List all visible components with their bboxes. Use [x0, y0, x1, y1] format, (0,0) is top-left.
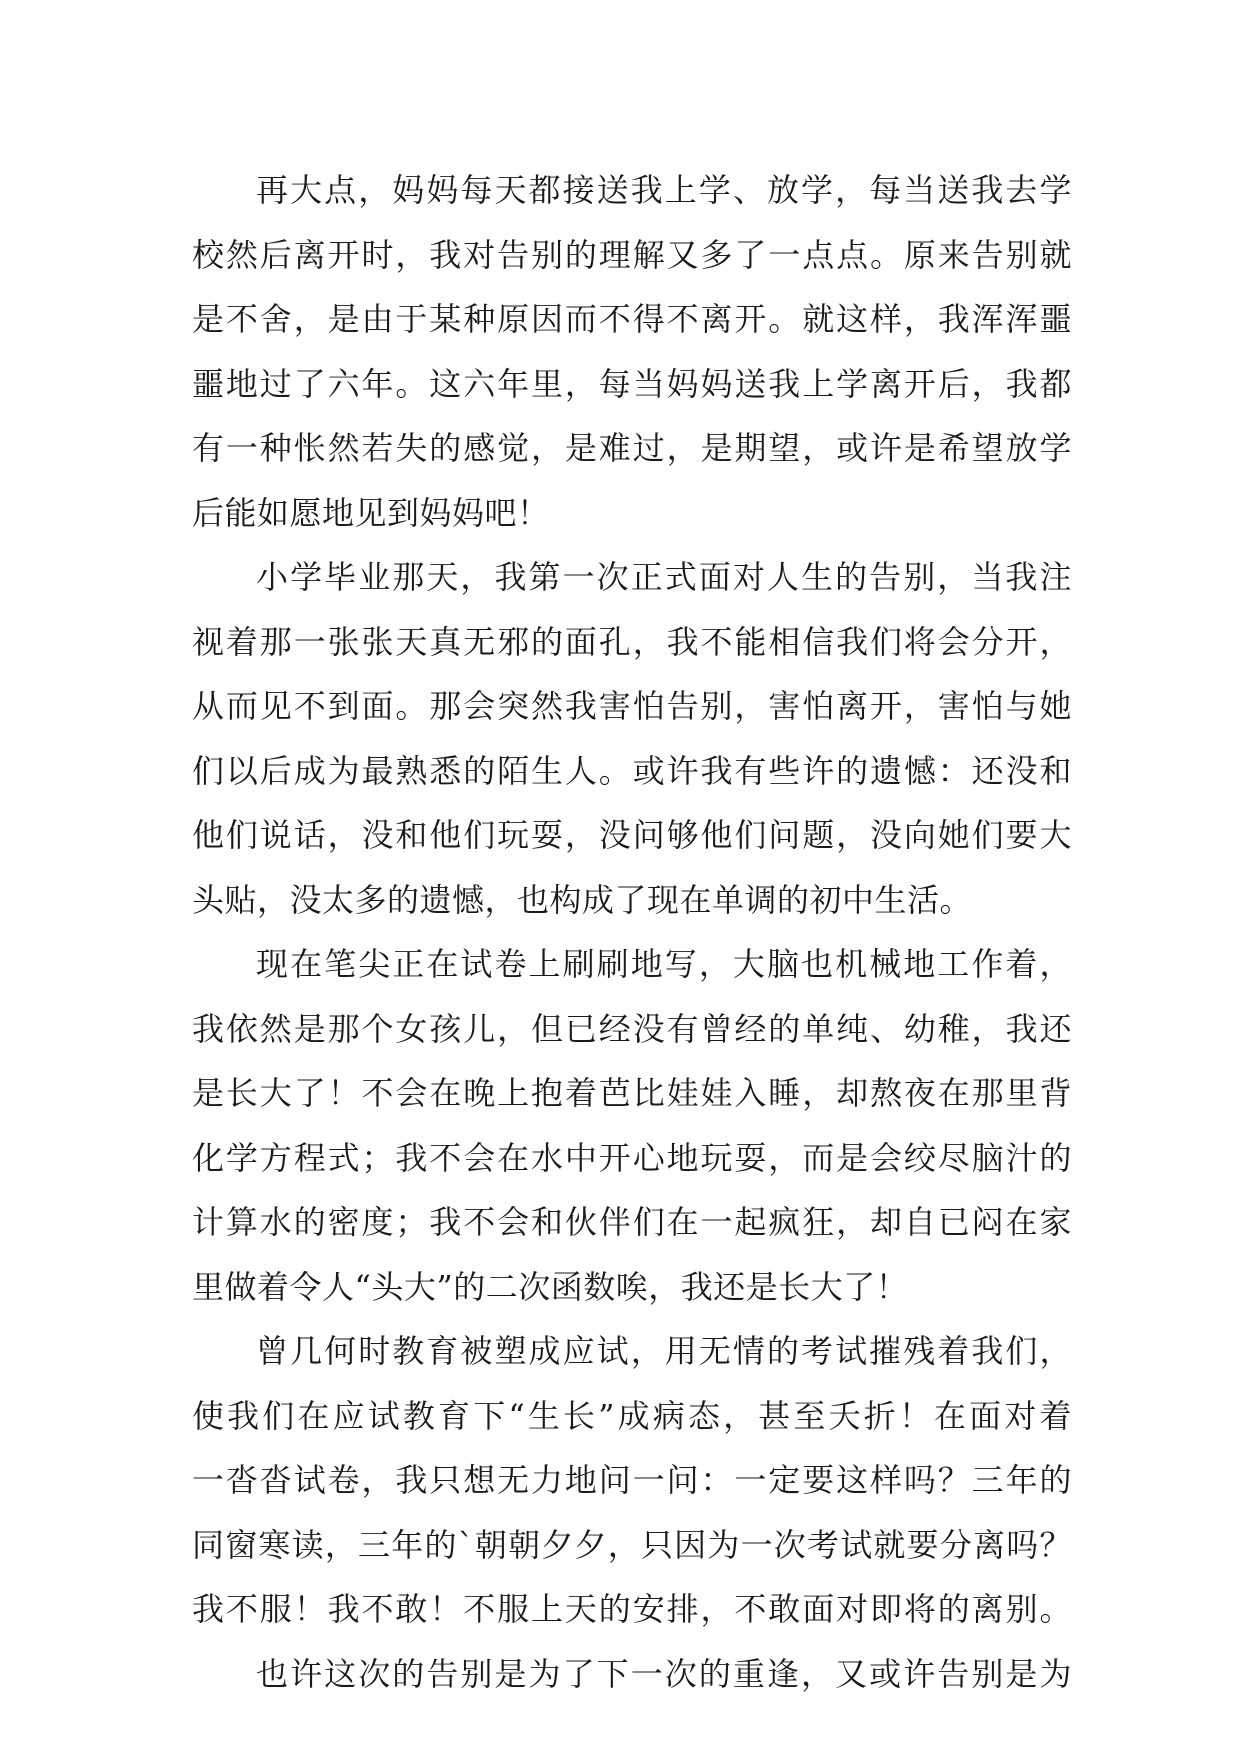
paragraph-2 — [192, 545, 1072, 932]
text-line: 化学方程式；我不会在水中开心地玩耍，而是会绞尽脑汁的 — [192, 1138, 1072, 1177]
text-line: 是不舍，是由于某种原因而不得不离开。就这样，我浑浑噩 — [192, 300, 1072, 338]
essay-body — [192, 158, 1072, 1706]
paragraph-5 — [192, 1642, 1072, 1707]
text-line: 头贴，没太多的遗憾，也构成了现在单调的初中生活。 — [192, 880, 973, 919]
text-line: 校然后离开时，我对告别的理解又多了一点点。原来告别就 — [192, 235, 1072, 274]
text-line: 们以后成为最熟悉的陌生人。或许我有些许的遗憾：还没和 — [192, 751, 1072, 790]
text-line: 一沓沓试卷，我只想无力地问一问：一定要这样吗？三年的 — [192, 1461, 1072, 1499]
paragraph-3 — [192, 932, 1072, 1319]
text-line: 计算水的密度；我不会和伙伴们在一起疯狂，却自已闷在家 — [192, 1203, 1072, 1241]
text-line: 同窗寒读，三年的`朝朝夕夕，只因为一次考试就要分离吗？ — [192, 1525, 1072, 1564]
text-line: 后能如愿地见到妈妈吧！ — [192, 493, 550, 532]
paragraph-1 — [192, 158, 1072, 545]
text-line: 里做着令人“头大”的二次函数唉，我还是长大了！ — [192, 1267, 909, 1306]
text-line: 从而见不到面。那会突然我害怕告别，害怕离开，害怕与她 — [192, 687, 1072, 725]
text-line: 我依然是那个女孩儿，但已经没有曾经的单纯、幼稚，我还 — [192, 1009, 1072, 1048]
text-line: 有一种怅然若失的感觉，是难过，是期望，或许是希望放学 — [192, 429, 1072, 467]
text-line: 他们说话，没和他们玩耍，没问够他们问题，没向她们要大 — [192, 816, 1072, 854]
text-line: 现在笔尖正在试卷上刷刷地写，大脑也机械地工作着， — [256, 945, 1072, 983]
text-line: 曾几何时教育被塑成应试，用无情的考试摧残着我们， — [256, 1332, 1072, 1370]
text-line: 使我们在应试教育下“生长”成病态，甚至夭折！在面对着 — [192, 1396, 1072, 1435]
paragraph-4 — [192, 1319, 1072, 1642]
text-line: 视着那一张张天真无邪的面孔，我不能相信我们将会分开， — [192, 622, 1072, 661]
text-line: 再大点，妈妈每天都接送我上学、放学，每当送我去学 — [256, 171, 1072, 209]
text-line: 小学毕业那天，我第一次正式面对人生的告别，当我注 — [256, 558, 1072, 596]
text-line: 是长大了！不会在晚上抱着芭比娃娃入睡，却熬夜在那里背 — [192, 1074, 1072, 1112]
text-line: 噩地过了六年。这六年里，每当妈妈送我上学离开后，我都 — [192, 364, 1072, 403]
text-line: 我不服！我不敢！不服上天的安排，不敢面对即将的离别。 — [192, 1590, 1072, 1628]
text-line: 也许这次的告别是为了下一次的重逢，又或许告别是为 — [256, 1654, 1072, 1693]
